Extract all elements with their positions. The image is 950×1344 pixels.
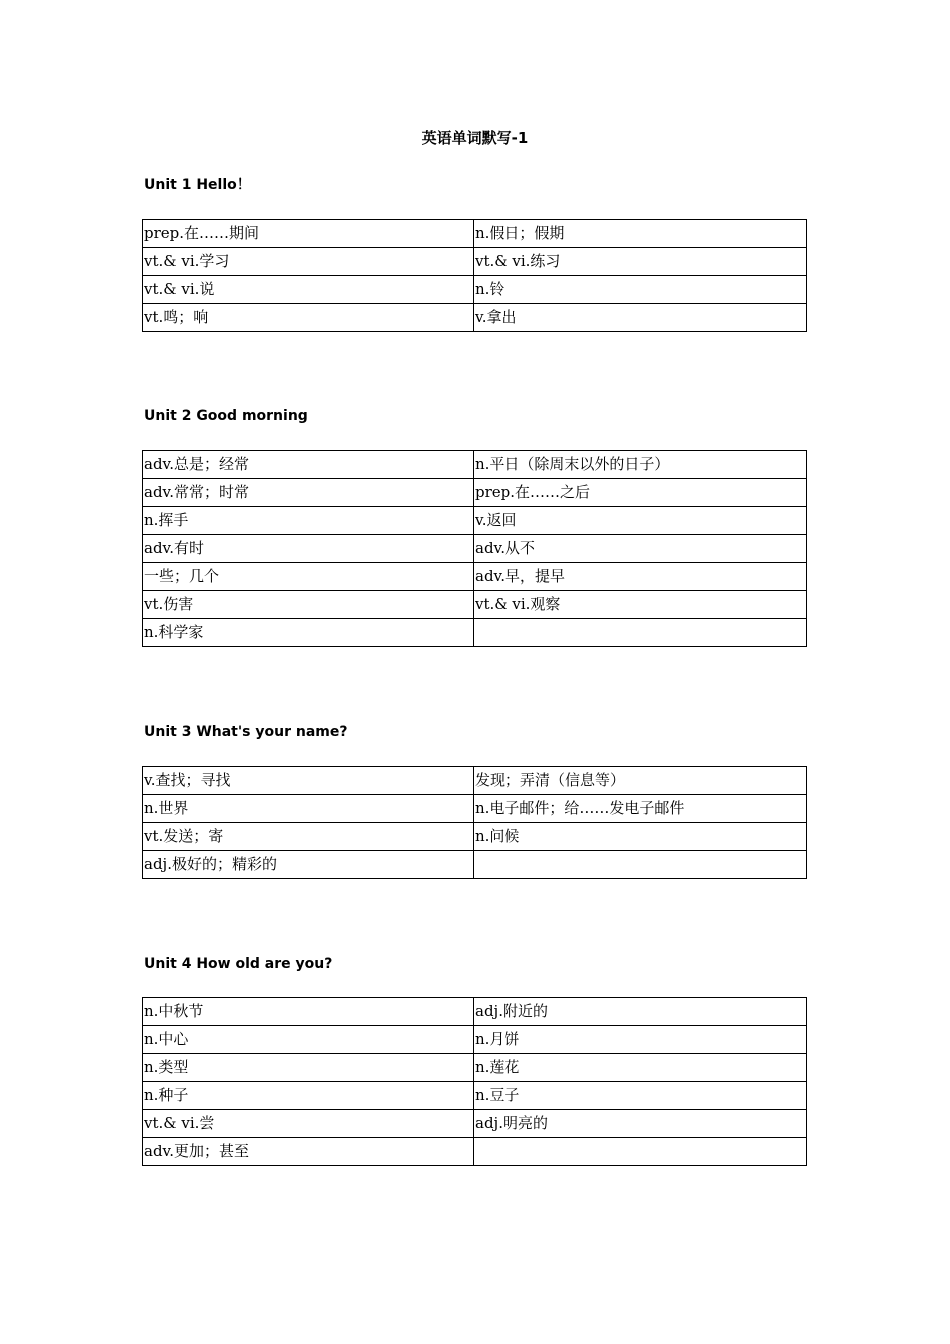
table-row — [143, 563, 807, 591]
table-row — [143, 851, 807, 879]
table-row — [143, 220, 807, 248]
table-row — [143, 248, 807, 276]
table-row — [143, 619, 807, 647]
vocab-cell: vt.伤害 — [143, 591, 474, 619]
table-row — [143, 1110, 807, 1138]
vocab-cell: vt.& vi.说 — [143, 276, 474, 304]
vocab-cell: n.中秋节 — [143, 998, 474, 1026]
vocab-cell: n.问候 — [474, 823, 807, 851]
table-row — [143, 795, 807, 823]
vocab-cell: n.种子 — [143, 1082, 474, 1110]
vocab-cell: n.假日；假期 — [474, 220, 807, 248]
table-row — [143, 767, 807, 795]
vocab-cell: adv.更加；甚至 — [143, 1138, 474, 1166]
table-row — [143, 535, 807, 563]
vocab-cell: vt.发送；寄 — [143, 823, 474, 851]
table-row — [143, 1026, 807, 1054]
vocab-cell: n.月饼 — [474, 1026, 807, 1054]
vocab-cell: 发现；弄清（信息等） — [474, 767, 807, 795]
table-row — [143, 1138, 807, 1166]
vocab-cell: adv.总是；经常 — [143, 451, 474, 479]
unit-4-vocab-table — [142, 997, 807, 1166]
vocab-cell: n.莲花 — [474, 1054, 807, 1082]
vocab-cell: vt.& vi.练习 — [474, 248, 807, 276]
table-row — [143, 1054, 807, 1082]
table-row — [143, 479, 807, 507]
vocab-cell: prep.在……之后 — [474, 479, 807, 507]
table-row — [143, 1082, 807, 1110]
vocab-cell: v.返回 — [474, 507, 807, 535]
vocab-cell: n.挥手 — [143, 507, 474, 535]
vocab-cell: n.铃 — [474, 276, 807, 304]
vocab-cell: adj.极好的；精彩的 — [143, 851, 474, 879]
table-row — [143, 823, 807, 851]
vocab-cell — [474, 1138, 807, 1166]
table-row — [143, 451, 807, 479]
vocab-cell: v.拿出 — [474, 304, 807, 332]
unit-1-heading: Unit 1 Hello！ — [144, 177, 251, 193]
vocab-cell: v.查找；寻找 — [143, 767, 474, 795]
vocab-cell: vt.& vi.尝 — [143, 1110, 474, 1138]
vocab-cell: adj.明亮的 — [474, 1110, 807, 1138]
unit-2-vocab-table — [142, 450, 807, 647]
unit-3-vocab-table — [142, 766, 807, 879]
vocab-cell: n.豆子 — [474, 1082, 807, 1110]
vocab-cell: n.世界 — [143, 795, 474, 823]
vocab-cell: prep.在……期间 — [143, 220, 474, 248]
table-row — [143, 998, 807, 1026]
vocab-cell: adv.有时 — [143, 535, 474, 563]
vocab-cell: adv.早，提早 — [474, 563, 807, 591]
unit-2-heading: Unit 2 Good morning — [144, 408, 308, 424]
vocab-cell: vt.& vi.学习 — [143, 248, 474, 276]
vocab-cell: n.科学家 — [143, 619, 474, 647]
vocab-cell: n.电子邮件；给……发电子邮件 — [474, 795, 807, 823]
vocab-cell — [474, 851, 807, 879]
vocab-cell: 一些；几个 — [143, 563, 474, 591]
table-row — [143, 507, 807, 535]
vocab-cell: vt.& vi.观察 — [474, 591, 807, 619]
vocab-cell — [474, 619, 807, 647]
vocab-cell: n.中心 — [143, 1026, 474, 1054]
vocab-cell: adj.附近的 — [474, 998, 807, 1026]
unit-4-heading: Unit 4 How old are you? — [144, 956, 333, 972]
vocab-cell: adv.从不 — [474, 535, 807, 563]
table-row — [143, 591, 807, 619]
vocab-cell: adv.常常；时常 — [143, 479, 474, 507]
vocab-cell: n.类型 — [143, 1054, 474, 1082]
page-title: 英语单词默写-1 — [421, 129, 529, 147]
vocab-cell: vt.鸣；响 — [143, 304, 474, 332]
table-row — [143, 304, 807, 332]
vocab-cell: n.平日（除周末以外的日子） — [474, 451, 807, 479]
table-row — [143, 276, 807, 304]
unit-1-vocab-table — [142, 219, 807, 332]
unit-3-heading: Unit 3 What's your name? — [144, 724, 348, 740]
